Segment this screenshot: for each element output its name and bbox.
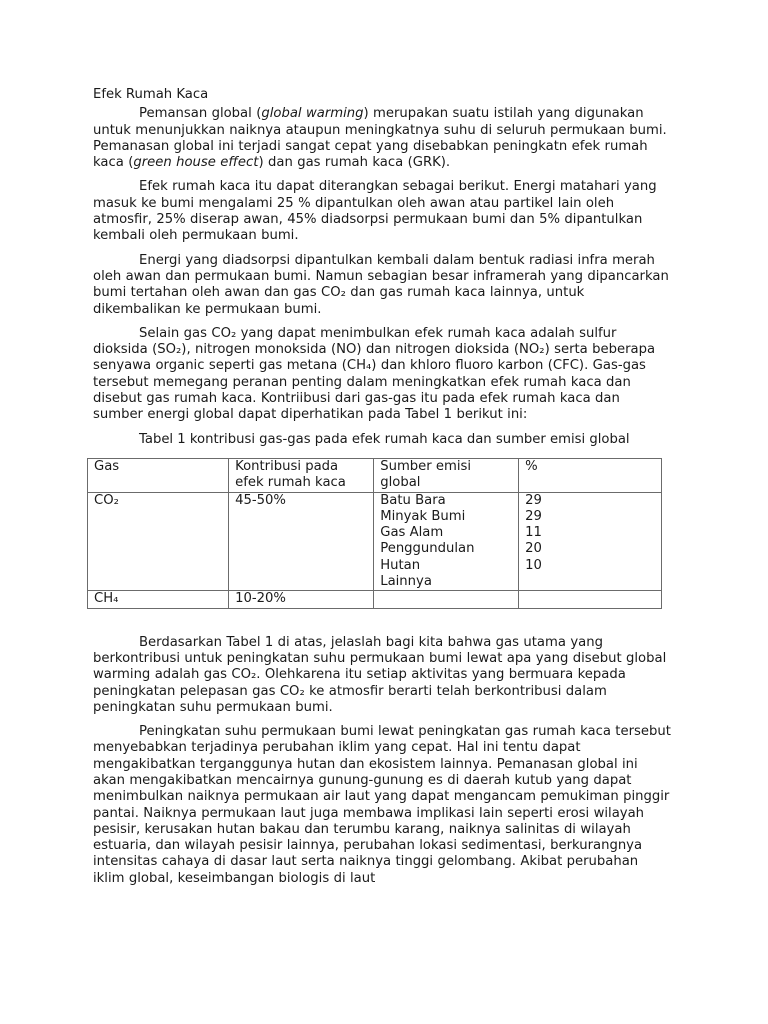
cell-kontribusi-ch4: 10-20% [229, 591, 374, 608]
table-row-ch4 [88, 591, 662, 608]
sumber-item: Batu Bara [380, 492, 446, 508]
table-header-row [88, 458, 662, 492]
cell-sumber-ch4 [374, 591, 519, 608]
persen-item: 20 [525, 541, 542, 557]
paragraph-3: Energi yang diadsorpsi dipantulkan kembali dalam bentuk radiasi infra merah oleh awan dan permukaan bumi. Namun sebagian besar inframerah yang dipancarkan bumi tertahan oleh awan dan gas CO₂ dan gas rumah kaca lainnya, untuk dikembalikan ke permukaan bumi. [93, 252, 669, 317]
persen-item: 10 [525, 557, 542, 573]
sumber-item: Lainnya [380, 574, 432, 590]
header-persen: % [519, 458, 662, 492]
paragraph-2: Efek rumah kaca itu dapat diterangkan sebagai berikut. Energi matahari yang masuk ke bumi mengalami 25 % dipantulkan oleh awan atau partikel lain oleh atmosfir, 25% diserap awan, 45% diadsorpsi permukaan bumi dan 5% dipantulkan kembali oleh permukaan bumi. [93, 179, 657, 244]
p1-text-e: ) dan gas rumah kaca (GRK). [258, 155, 451, 171]
sumber-item: Gas Alam [380, 525, 444, 541]
document-title: Efek Rumah Kaca [93, 87, 209, 102]
persen-item: 11 [525, 525, 542, 541]
sumber-item: Minyak Bumi [380, 508, 466, 524]
document-page [93, 87, 673, 895]
sumber-item: Penggundulan [380, 541, 475, 557]
cell-persen-ch4 [519, 591, 662, 608]
p1-italic-term-global-warming: global warming [261, 106, 364, 122]
p1-italic-term-green-house-effect: green house effect [133, 155, 259, 171]
sumber-item: Hutan [380, 557, 421, 573]
header-kontribusi: Kontribusi pada efek rumah kaca [229, 458, 374, 492]
cell-sumber-co2 [374, 492, 519, 591]
paragraph-5: Berdasarkan Tabel 1 di atas, jelaslah bagi kita bahwa gas utama yang berkontribusi untuk peningkatan suhu permukaan bumi lewat apa yang disebut global warming adalah gas CO₂. Olehkarena itu setiap aktivitas yang bermuara kepada peningkatan pelepasan gas CO₂ ke atmosfir berarti telah berkontribusi dalam peningkatan suhu permukaan bumi. [93, 634, 667, 715]
spacer [93, 609, 673, 635]
header-sumber: Sumber emisi global [374, 458, 519, 492]
header-gas: Gas [88, 458, 229, 492]
cell-gas-co2: CO₂ [88, 492, 229, 591]
p1-text-a: Pemansan global ( [139, 106, 262, 122]
paragraph-6: Peningkatan suhu permukaan bumi lewat peningkatan gas rumah kaca tersebut menyebabkan terjadinya perubahan iklim yang cepat. Hal ini tentu dapat mengakibatkan terganggunya hutan dan ekosistem lainnya. Pemanasan global ini akan mengakibatkan mencairnya gunung-gunung es di daerah kutub yang dapat menimbulkan naiknya permukaan air laut yang dapat mengancam pemukiman pinggir pantai. Naiknya permukaan laut juga membawa implikasi lain seperti erosi wilayah pesisir, kerusakan hutan bakau dan terumbu karang, naiknya salinitas di wilayah estuaria, dan wilayah pesisir lainnya, perubahan lokasi sedimentasi, berkurangnya intensitas cahaya di dasar laut serta naiknya tinggi gelombang. Akibat perubahan iklim global, keseimbangan biologis di laut [93, 724, 671, 886]
paragraph-1 [93, 106, 673, 171]
cell-gas-ch4: CH₄ [88, 591, 229, 608]
p1-text-c: ) merupakan suatu istilah yang digunakan untuk menunjukkan naiknya ataupun meningkatnya suhu di seluruh permukaan bumi. Pemanasan global ini terjadi sangat cepat yang disebabkan peningkatn efek rumah kaca ( [93, 106, 667, 171]
table-row-co2 [88, 492, 662, 591]
emission-table [87, 458, 662, 609]
table-caption: Tabel 1 kontribusi gas-gas pada efek rumah kaca dan sumber emisi global [139, 431, 630, 447]
cell-kontribusi-co2: 45-50% [229, 492, 374, 591]
persen-item: 29 [525, 508, 542, 524]
persen-item: 29 [525, 492, 542, 508]
paragraph-4: Selain gas CO₂ yang dapat menimbulkan efek rumah kaca adalah sulfur dioksida (SO₂), nitrogen monoksida (NO) dan nitrogen dioksida (NO₂) serta beberapa senyawa organic seperti gas metana (CH₄) dan khloro fluoro karbon (CFC). Gas-gas tersebut memegang peranan penting dalam meningkatkan efek rumah kaca dan disebut gas rumah kaca. Kontriibusi dari gas-gas itu pada efek rumah kaca dan sumber energi global dapat diperhatikan pada Tabel 1 berikut ini: [93, 325, 656, 423]
cell-persen-co2 [519, 492, 662, 591]
